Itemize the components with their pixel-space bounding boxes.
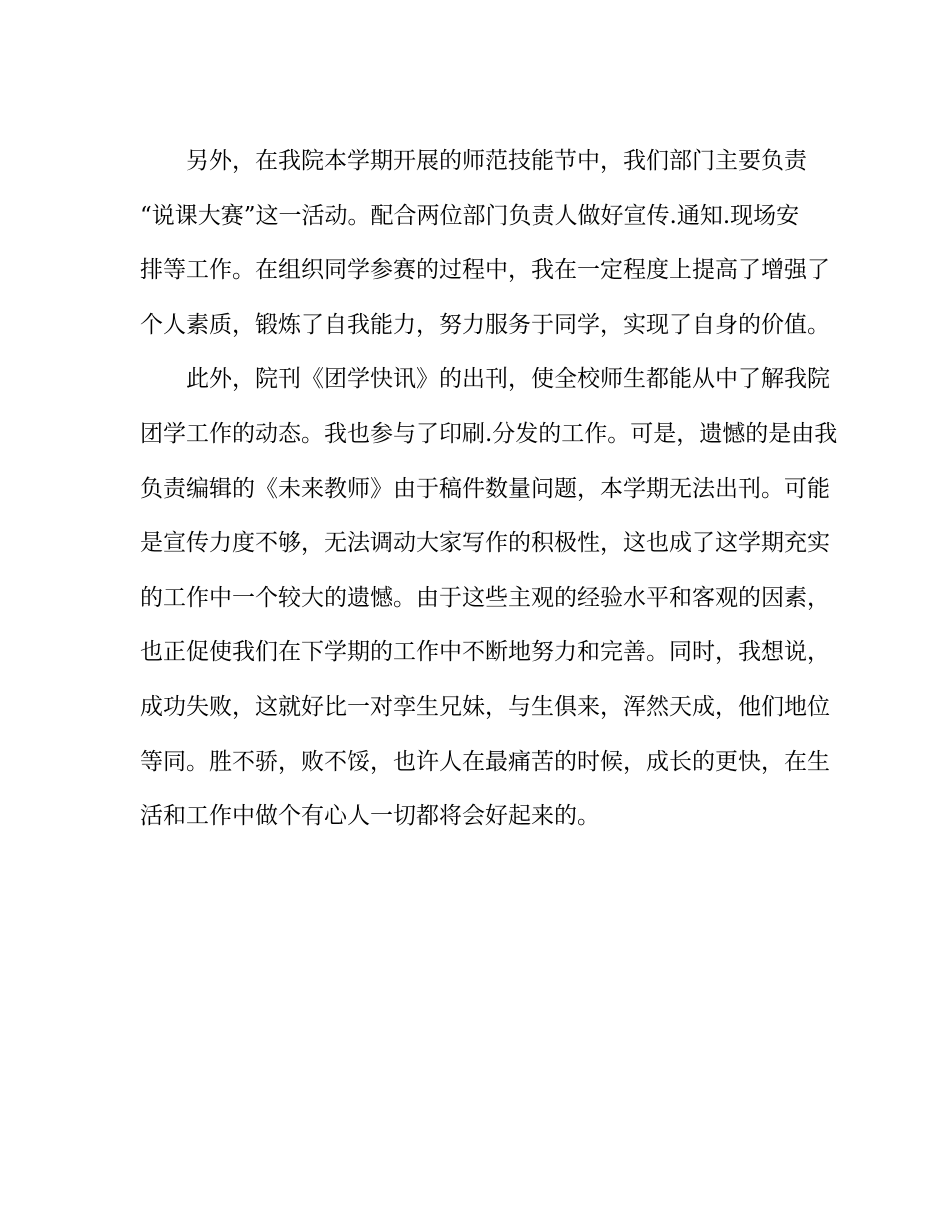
text-line: “说课大赛”这一活动。配合两位部门负责人做好宣传.通知.现场安 [140, 202, 800, 229]
text-line: 负责编辑的《未来教师》由于稿件数量问题，本学期无法出刊。可能 [140, 475, 830, 502]
text-line: 也正促使我们在下学期的工作中不断地努力和完善。同时，我想说， [140, 639, 830, 666]
text-line: 此外，院刊《团学快讯》的出刊，使全校师生都能从中了解我院 [186, 366, 830, 393]
text-line: 另外，在我院本学期开展的师范技能节中，我们部门主要负责 [186, 148, 807, 174]
text-line: 活和工作中做个有心人一切都将会好起来的。 [140, 803, 600, 830]
text-line: 的工作中一个较大的遗憾。由于这些主观的经验水平和客观的因素， [140, 584, 830, 611]
text-line: 是宣传力度不够，无法调动大家写作的积极性，这也成了这学期充实 [140, 530, 830, 557]
text-line: 个人素质，锻炼了自我能力，努力服务于同学，实现了自身的价值。 [140, 311, 830, 338]
text-line: 团学工作的动态。我也参与了印刷.分发的工作。可是，遗憾的是由我 [140, 420, 838, 447]
text-line: 成功失败，这就好比一对孪生兄妹，与生俱来，浑然天成，他们地位 [140, 693, 830, 720]
text-line: 等同。胜不骄，败不馁，也许人在最痛苦的时候，成长的更快，在生 [140, 748, 830, 775]
text-line: 排等工作。在组织同学参赛的过程中，我在一定程度上提高了增强了 [140, 257, 830, 284]
body-text [140, 134, 838, 844]
